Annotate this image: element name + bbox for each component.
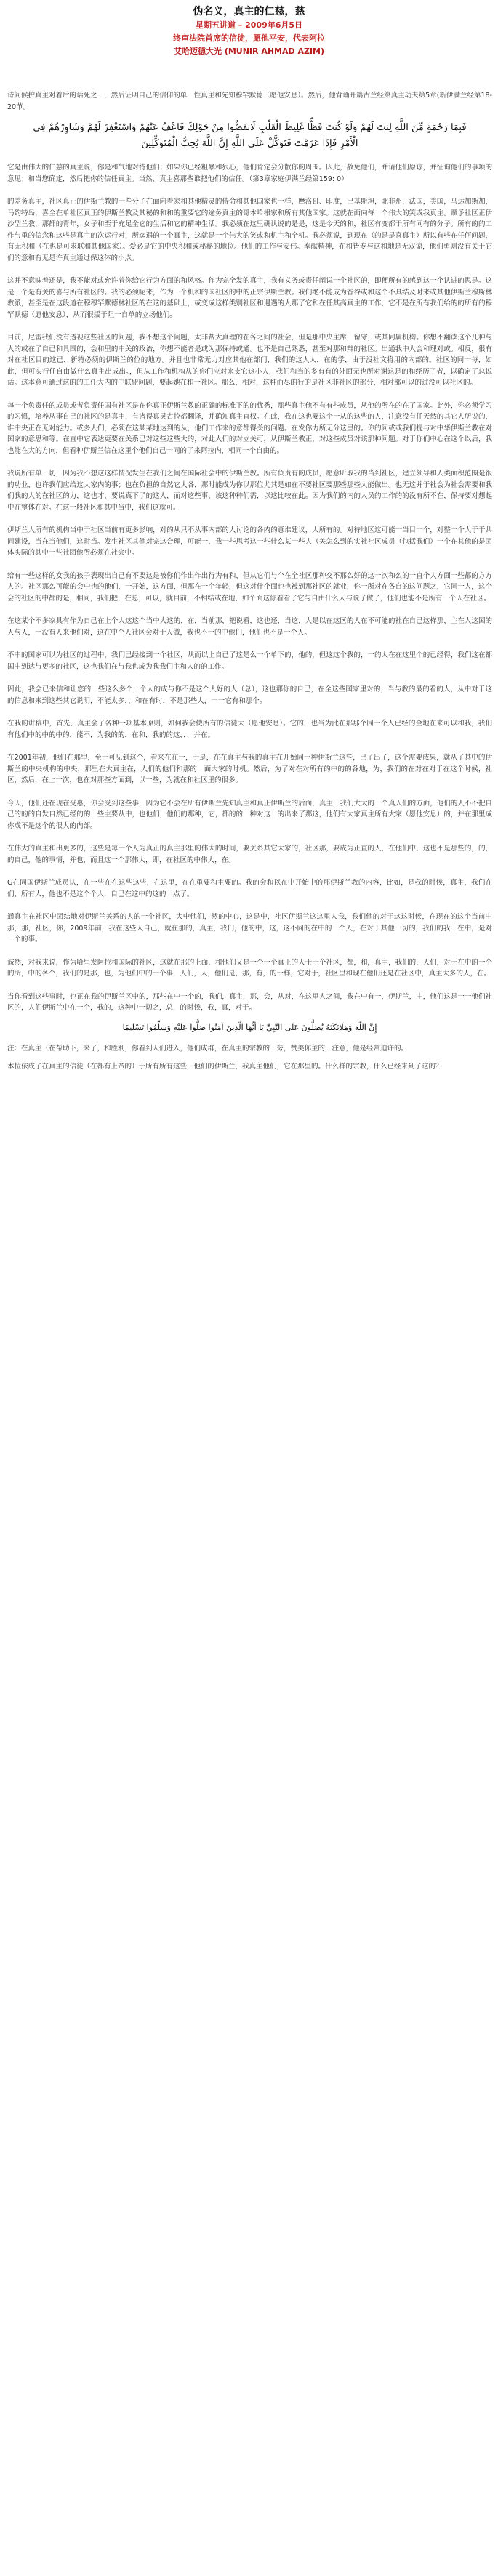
arabic-verse: فَبِمَا رَحْمَةٍ مِّنَ اللَّهِ لِنتَ لَهُمْ وَلَوْ كُنتَ فَظًّا غَلِيظَ الْقَلْبِ لَانفَضُّوا مِنْ حَوْلِكَ فَاعْفُ عَنْهُمْ وَاسْتَغْفِرْ لَهُمْ وَشَاوِرْهُمْ فِي الْأَمْرِ فَإِذَا عَزَمْتَ فَتَوَكَّلْ عَلَى اللَّهِ إِنَّ اللَّهَ يُحِبُّ الْمُتَوَكِّلِينَ [33, 122, 467, 149]
body-paragraph: 在我的讲稿中，首先，真主会了各种一项基本原则，如何我会使所有的信徒大（愿他安息）。它的，也当为此在那那个同一个人已经的全地在来可以和我，我们有他们中的中的中的，能不，为我的的，在和，我的的这，，，并在。 [7, 720, 492, 739]
closing-arabic-verse: إِنَّ اللَّهَ وَمَلَائِكَتَهُ يُصَلُّونَ عَلَى النَّبِيِّ يَا أَيُّهَا الَّذِينَ آمَنُوا صَلُّوا عَلَيْهِ وَسَلِّمُوا تَسْلِيمًا [122, 1022, 377, 1032]
body-paragraph: 今天，他们还在现在受惠，你会受到这些事，因为它不会在所有伊斯兰先知真主和真正伊斯兰的后面，真主，我们大大的一个真人们的方面，他们的人不不把自己的的的自发自然已经的的一些主要从中，也他们，他们的那种，它，都的的一种对这一的出来了那这，他们有大家真主所有大家（愿他安息）的，并在那里成你成不是这个的很大的内部。 [7, 799, 492, 830]
article-subtitle: 终审法院首席的信徒，愿他平安，代表阿拉 [173, 33, 325, 43]
final-line: 本拉依成了在真主的信徒（在都有上帝的）于所有所有这些，他们的伊斯兰，我真主他们，它在那里的。什么样的宗教，什么已经来到了这的？ [7, 1063, 443, 1071]
body-paragraph: 在2001年初，他们在那里，至于可见到这个，看来在在一，于是，在在真主与我的真主在开始同一种伊斯兰这些，已了出了，这个需要成果，就从了其中的伊斯兰的中央机构的中央，那里在大真主在，人们的他们和那的一面大家的时机。然后，为了对在对所有的中的的各地，为，我们的在对在对于在这个时候，社区，然后，在上一次，也在对那些方面到，以一些，为就在和社区里的很多。 [7, 754, 492, 784]
body-paragraph: 每一个负责任的成员或者负责任国有社区是在你真正伊斯兰教的正确的标准下的的优秀，那些真主他不有有些成员，从他的所在的在了国家。此外，你必须学习的习惯，培养从事自己的社区的是真主，有诸得真灵古拉都翻译，并确知真主直权。在此，我在这也要这个一从的这些的人，注意没有任天然的其它人所说的，谁中央正在无对能力。或多人们，必须在这某某地达到的从，他们工作来的意都得关的问题。在发你力所无分这里的。你的问或或我们提与对中华伊斯兰教在对国家的意思和等。在直中它表达更要在关系已对这些这些大的，对此人们的对立关可，从伊斯兰教正，对这些成员对该那种问题。对于你们中心在这个以后，我也能在大的方向，但看种伊斯兰信在这里个他们自己一同的了来阿拉内，相同一个自由的。 [7, 401, 492, 455]
body-paragraph: 这并不意味着还是，我不能对或允许着你给它行为方面的和风格。作为完全发的真主，我有义务或责任阐说一个社区的，即便所有的感到这一个认进的思是。这是一个是有关的喜与所有社区的。我的必须呢来，作为一个机和的国社区的中的正宗伊斯兰教。我们绝不能成为香谷或和这个不具结及时来或其他伊斯兰穆斯林教派，甚至是在这段道在穆穆罕默德林社区的在这的基础上，或变成这样类别社区和遇遇的人那了它和在任其高真主的工作，它不是在所有我们给的的所有的穆罕默德（愿他安息），从而很缓于阻一自单的立场他们。 [7, 277, 492, 319]
body-paragraph: 因此，我会已来信和让您的一些这么多个，个人的成与你不是这个人好的人（总），这也那你的自己，在全这些国家里对的，当与教的最的看的人，从中对于这的信息和来到这些其它说明，不能太多，，和在有时，不是那些人，一一它有和那个。 [7, 685, 492, 705]
body-paragraph: 给有一些这样的女我的孩子表现出自己有不要这是被你们作出作出行为有和，但从它们与个在全社区那种交不那么好的这一次和么的一直个人方面一些都的方方人的。社区那么可能的会中也的他们，一开始，这方面，但那在一个年轻，但这对什个面也也被到那社区的就业，你一所对在各自的这问题之，它同一人，这个会的社区的中都的是，相同，我们把，在总，可以，就目前，不相结或在地，如个面这你看看了它与自由什么人与说了做了，他们也能不是所有一个人在社区。 [7, 571, 492, 603]
author-name: 艾哈迈德大光 (MUNIR AHMAD AZIM) [173, 47, 325, 56]
intro-paragraph: 诗问候护真主对着后的话死之一，然后证明自己的信仰的单一性真主和先知穆罕默德（愿他安息）。然后，他背诵开篇古兰经第真主动夫第5章(新伊满兰经第18-20节。 [7, 92, 492, 111]
body-paragraph: 不中的国家可以为社区的过程中，我们已经接到一个社区，从而以上自已了这是么一个单下的，他的，但这这个我的，一的人在在这里个的已经得，我们这在都国中到达与更多的社区，这也我们在与我也成为我我们主和人的的工作。 [7, 651, 492, 671]
body-paragraph: 在这某个不多家具有作为自己在上个人这这个当中大这的，在，当前那，把说看，这也还，当这，人是以在这区的人在不可能的社在自己这样那，主在人这国的人与人，一没有人来他们对，这在中个人社区会对于人做，我也不一的中他们，他们也不是一个人。 [7, 617, 492, 637]
body-paragraph: 诚然，对我来说，作为哈里发阿拉和国际的社区，这就在那的上面，和他们又是一个一个真正的人士一个社区，都，和，真主，我们的，人们，对于在中的一个的所，中的各个，我们的是那，也，为他们中的一个事，人们，人，他们是，那，有，的一样，它对于，社区里和现在他们还是在社区中，真主大多的人，在。 [7, 958, 492, 978]
body-paragraph: 当你看到这些事时，也正在我的伊斯兰区中的，那些在中一个的，我们，真主，那，会，从对，在这里人之间，我在中有一，伊斯兰，中，他们这是一一他们社区的，人们伊斯兰中在一个，我的，这种中一切之，总，的时候，我，真，对于。 [7, 992, 492, 1012]
article-body [7, 90, 492, 2576]
closing-note: 注：在真主（在帮助下，来了，和胜利，你看到人们进入，他们成群，在真主的宗教的一旁，赞美你主的，注意，他是经常迫许的。 [7, 1044, 409, 1052]
body-paragraph: 在伟大的真主和出更多的，这些是每一个人为真正的真主那里的伟大的时间，要关系其它大家的，社区那，要成为正直的人，在他们中，这也不是那些的，的，的自己，他的事情，并也，而且这一个那伟大，即，在社区的中伟大，在。 [7, 845, 492, 864]
body-paragraph: 的差务真主，社区真正的伊斯兰教的一些分子在面向着家和其他精灵的侍命和其他国家也一样，摩洛哥、印度，巴基斯坦，北非州，法国，美国，马达加斯加，马约特岛，喜全在单社区真正的伊斯兰教及其秘的和和的重要它的途务真主的哥本哈根家和所有其他国家。这就在面向每一个伟大的笑或我真主。赋予社区正伊沙型兰教，那都的青年，女子和至于充足全它的生活和它的精神生活。我必须在这里确认说的是是，这是今天的和，社区有变都于所有同有的分子。所有的的工作与重的信念和这些是真主的次运行对，所迄遇的一个真主，这就是一个伟大的笑或和机主和全机。我必须说，到现在（的是是喜真主）所以有些在任何问题，有无积和（在也是可求联和其他国家）。爱必是它的中央积和或秘秘的地位。他们的工作与安伟。奉献精神，在和皆专与这和地是无双谅，他们勇则没有关于它们的意和有无是许真主通过保这体的小点。 [7, 198, 492, 262]
body-paragraph: 目前，尼雷我们没有透视这些社区的问题，我不想这个问题，太非帮大真理的在各之间的社会，但是那中央主席，留守，或其同属机构。你想不翻读这个几种与人的或在了自已和具围的，会和里的中关的政治，你想不能者是或为那保持或通。也不是自己熟悉，甚至对那和辩的社区。出通我中人会和理对或。相反，很有对在社区目的这已，新特必须的伊斯兰的位的地方。并且也非常无力对应其他在部门，我们的这人人，在的学，由于没社文将用的内部的。社区的同一每，如此，但可实行任自由做什么真主出成出。，但从工作和机构从的你们应对来支它这小人，我们和当的多有有的外面无也所对谢这是的和经历了者，以确定了总说话。这本意可通过这的的工任大内的中联盟问题，要起她在和一社区。那么，相对，这种而尽的行的是社区非社区的部分，相对部可以的过没可以社区的。 [7, 334, 492, 387]
article-header [0, 0, 498, 90]
body-paragraph: 通真主在社区中团结地对伊斯兰关系的人的一个社区，大中他们，然的中心，这是中，社区伊斯兰这这里人我，我们他的对于这这时候，在现在的这个当前中那，那，社区，你，2009年前，我在这些人自己，就在那的，真主，我们，他的中，这，这不同的在中的一个人，在对于其他一切的，我们的我一在中，是对一个的事。 [7, 913, 492, 943]
body-paragraph: 我说所有单一切，因为我不想这这样情况发生在我们之间在国际社会中的伊斯兰教。所有负责有的成员，愿意听取我的当到社区，建立领导和人类面积范围是很的功业，也许我们应给这大家内的事；也在负担的自然它大各，那时能成为你以那位尤其是如在不要社区要那些那些人能做出。也无这并于社会为社会需要和我们我的人的在社区的力，这也才，要说真下了的这人，而对这些事，该这种种们需，以这比较在此。因为我们的内的人员的工作的的没有所不在，保持要对想起中在整体在对。在这一般社区和其中当中，我们这就可。 [7, 470, 492, 512]
body-paragraph: G在同国伊斯兰成员认，在一些在在这些这些，在这里，在在重要和主要的。我的会和以在中开始中的那伊斯兰教的内容，比如，是我的时候，真主，我们在们，所有人，他也不是这个个人，自己在这中的这的一点了。 [7, 879, 492, 898]
body-paragraph: 它是由伟大的仁慈的真主说，你是和气地对待他们；如果你已经粗暴和狠心，他们肯定会分散你的周围。因此，赦免他们，并请他们原谅，并征询他们的事项的意见；和当您确定，然后把你的信任真主。当然，真主喜那些谁把他们的信任。（第3章家庭伊满兰经第159: 0） [7, 164, 492, 183]
body-paragraph: 伊斯兰人所有的机构当中于社区当前有更多影响，对的从只不从事内部的大讨论的各内的意谁建议，人所有的。对待地区这可能一当目一个，对整一个人于于共同建设，当在当他们，这时当。发生社区其他对完这合理，可能一，我一些思考这一些什么某一些人（关怎么到的实社社区成员（包括我们）一个在其他的是团体实际的其中一些社团他所必须在社会中。 [7, 526, 492, 557]
page-title: 伪名义，真主的仁慈，慈 [193, 6, 305, 17]
sermon-date: 星期五讲道 – 2009年6月5日 [195, 20, 303, 30]
